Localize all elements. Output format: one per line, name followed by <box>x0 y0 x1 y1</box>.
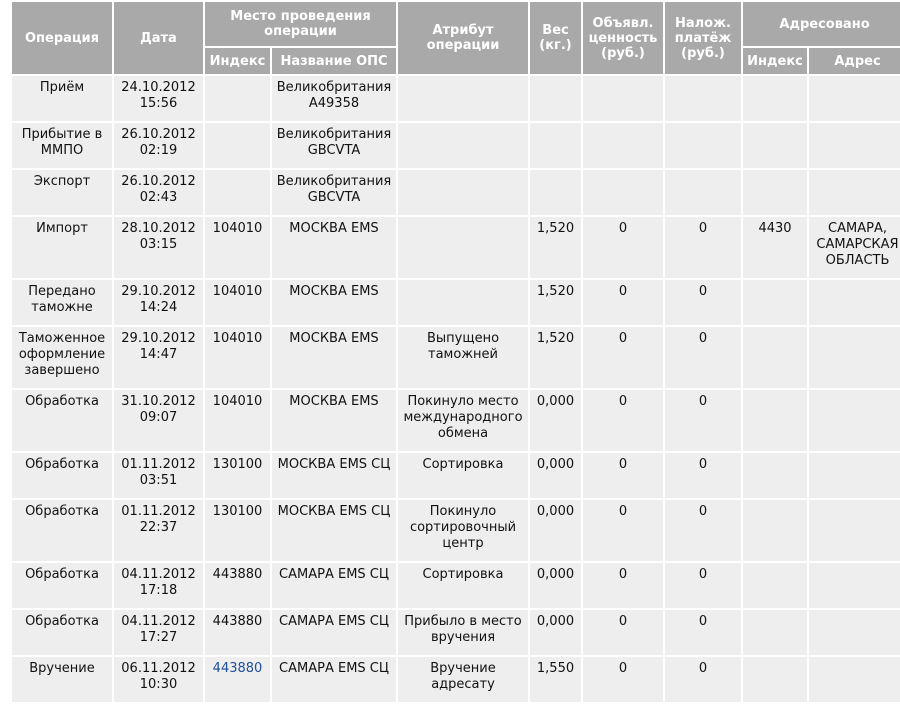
cell-weight: 0,000 <box>530 500 581 561</box>
cell-declared-value: 0 <box>583 390 663 451</box>
table-header <box>12 2 900 74</box>
cell-cod: 0 <box>665 280 741 325</box>
cell-addr-address <box>809 657 900 702</box>
cell-cod: 0 <box>665 657 741 702</box>
col-place: Место проведения операции <box>205 2 396 46</box>
cell-date: 28.10.2012 03:15 <box>114 217 203 278</box>
cell-cod: 0 <box>665 563 741 608</box>
cell-ops-name: МОСКВА EMS <box>272 327 396 388</box>
cell-declared-value <box>583 123 663 168</box>
cell-declared-value: 0 <box>583 610 663 655</box>
cell-attribute <box>398 217 528 278</box>
cell-ops-name: МОСКВА EMS СЦ <box>272 500 396 561</box>
cell-ops-name: МОСКВА EMS <box>272 390 396 451</box>
cell-cod: 0 <box>665 327 741 388</box>
cell-addr-address <box>809 280 900 325</box>
cell-addr-index: 4430 <box>743 217 807 278</box>
cell-cod: 0 <box>665 217 741 278</box>
cell-weight <box>530 170 581 215</box>
cell-addr-index <box>743 453 807 498</box>
cell-ops-name: САМАРА EMS СЦ <box>272 563 396 608</box>
cell-cod <box>665 76 741 121</box>
cell-ops-name: МОСКВА EMS <box>272 280 396 325</box>
table-row <box>12 170 900 215</box>
cell-date: 26.10.2012 02:19 <box>114 123 203 168</box>
cell-ops-name: САМАРА EMS СЦ <box>272 610 396 655</box>
table-body <box>12 76 900 702</box>
cell-cod <box>665 170 741 215</box>
cell-addr-index <box>743 76 807 121</box>
cell-attribute <box>398 280 528 325</box>
cell-attribute <box>398 170 528 215</box>
cell-operation: Экспорт <box>12 170 112 215</box>
table-row <box>12 610 900 655</box>
cell-date: 31.10.2012 09:07 <box>114 390 203 451</box>
cell-addr-address <box>809 453 900 498</box>
cell-addr-address <box>809 123 900 168</box>
cell-cod: 0 <box>665 453 741 498</box>
cell-declared-value: 0 <box>583 280 663 325</box>
cell-operation: Прибытие в ММПО <box>12 123 112 168</box>
cell-operation: Приём <box>12 76 112 121</box>
col-place-index: Индекс <box>205 48 270 74</box>
table-row <box>12 327 900 388</box>
col-declared-value: Объявл. ценность (руб.) <box>583 2 663 74</box>
cell-place-index <box>205 76 270 121</box>
cell-ops-name: Великобритания GBCVTA <box>272 170 396 215</box>
cell-date: 01.11.2012 03:51 <box>114 453 203 498</box>
cell-attribute: Сортировка <box>398 563 528 608</box>
cell-operation: Обработка <box>12 453 112 498</box>
cell-addr-address <box>809 390 900 451</box>
cell-weight: 0,000 <box>530 390 581 451</box>
cell-declared-value: 0 <box>583 563 663 608</box>
cell-attribute: Прибыло в место вручения <box>398 610 528 655</box>
cell-date: 29.10.2012 14:24 <box>114 280 203 325</box>
cell-cod: 0 <box>665 390 741 451</box>
col-date: Дата <box>114 2 203 74</box>
cell-place-index <box>205 657 270 702</box>
cell-addr-address <box>809 76 900 121</box>
cell-attribute: Вручение адресату <box>398 657 528 702</box>
col-attribute: Атрибут операции <box>398 2 528 74</box>
cell-addr-index <box>743 327 807 388</box>
cell-date: 24.10.2012 15:56 <box>114 76 203 121</box>
cell-place-index: 443880 <box>205 563 270 608</box>
tracking-table <box>10 0 900 704</box>
cell-declared-value <box>583 170 663 215</box>
cell-weight: 1,520 <box>530 217 581 278</box>
col-addressed: Адресовано <box>743 2 900 46</box>
cell-weight: 1,520 <box>530 327 581 388</box>
cell-weight: 0,000 <box>530 563 581 608</box>
cell-place-index: 104010 <box>205 327 270 388</box>
cell-date: 29.10.2012 14:47 <box>114 327 203 388</box>
col-weight: Вес (кг.) <box>530 2 581 74</box>
cell-declared-value: 0 <box>583 217 663 278</box>
cell-addr-index <box>743 280 807 325</box>
table-row <box>12 217 900 278</box>
cell-date: 04.11.2012 17:27 <box>114 610 203 655</box>
cell-addr-index <box>743 610 807 655</box>
cell-addr-address <box>809 500 900 561</box>
col-place-name: Название ОПС <box>272 48 396 74</box>
cell-attribute: Покинуло место международного обмена <box>398 390 528 451</box>
cell-ops-name: МОСКВА EMS СЦ <box>272 453 396 498</box>
cell-operation: Обработка <box>12 563 112 608</box>
cell-ops-name: Великобритания A49358 <box>272 76 396 121</box>
cell-addr-address <box>809 327 900 388</box>
cell-attribute <box>398 123 528 168</box>
cell-operation: Импорт <box>12 217 112 278</box>
cell-place-index: 104010 <box>205 280 270 325</box>
cell-date: 04.11.2012 17:18 <box>114 563 203 608</box>
col-addr-index: Индекс <box>743 48 807 74</box>
cell-date: 01.11.2012 22:37 <box>114 500 203 561</box>
cell-addr-index <box>743 123 807 168</box>
col-cod: Налож. платёж (руб.) <box>665 2 741 74</box>
cell-addr-index <box>743 390 807 451</box>
cell-addr-index <box>743 563 807 608</box>
cell-declared-value <box>583 76 663 121</box>
cell-weight: 0,000 <box>530 610 581 655</box>
cell-date: 26.10.2012 02:43 <box>114 170 203 215</box>
cell-place-index: 130100 <box>205 453 270 498</box>
cell-addr-address <box>809 563 900 608</box>
col-operation: Операция <box>12 2 112 74</box>
table-row <box>12 500 900 561</box>
cell-attribute: Сортировка <box>398 453 528 498</box>
cell-place-index: 443880 <box>205 610 270 655</box>
cell-operation: Вручение <box>12 657 112 702</box>
col-addr-address: Адрес <box>809 48 900 74</box>
cell-weight: 1,550 <box>530 657 581 702</box>
table-row <box>12 390 900 451</box>
table-row <box>12 453 900 498</box>
cell-ops-name: Великобритания GBCVTA <box>272 123 396 168</box>
table-row <box>12 76 900 121</box>
cell-weight: 1,520 <box>530 280 581 325</box>
cell-cod: 0 <box>665 500 741 561</box>
cell-place-index <box>205 170 270 215</box>
cell-weight: 0,000 <box>530 453 581 498</box>
cell-declared-value: 0 <box>583 500 663 561</box>
cell-place-index: 104010 <box>205 217 270 278</box>
cell-place-index: 104010 <box>205 390 270 451</box>
table-row <box>12 563 900 608</box>
cell-operation: Передано таможне <box>12 280 112 325</box>
table-row <box>12 280 900 325</box>
cell-addr-address: САМАРА, САМАРСКАЯ ОБЛАСТЬ <box>809 217 900 278</box>
cell-attribute: Выпущено таможней <box>398 327 528 388</box>
cell-weight <box>530 76 581 121</box>
cell-attribute <box>398 76 528 121</box>
table-row <box>12 123 900 168</box>
cell-date: 06.11.2012 10:30 <box>114 657 203 702</box>
cell-attribute: Покинуло сортировочный центр <box>398 500 528 561</box>
cell-place-index: 130100 <box>205 500 270 561</box>
cell-weight <box>530 123 581 168</box>
cell-operation: Обработка <box>12 610 112 655</box>
cell-addr-index <box>743 500 807 561</box>
cell-declared-value: 0 <box>583 657 663 702</box>
cell-ops-name: САМАРА EMS СЦ <box>272 657 396 702</box>
cell-declared-value: 0 <box>583 453 663 498</box>
cell-declared-value: 0 <box>583 327 663 388</box>
cell-operation: Обработка <box>12 500 112 561</box>
cell-place-index <box>205 123 270 168</box>
cell-ops-name: МОСКВА EMS <box>272 217 396 278</box>
cell-cod <box>665 123 741 168</box>
cell-cod: 0 <box>665 610 741 655</box>
table-row <box>12 657 900 702</box>
cell-addr-address <box>809 610 900 655</box>
cell-addr-index <box>743 170 807 215</box>
cell-addr-address <box>809 170 900 215</box>
cell-operation: Обработка <box>12 390 112 451</box>
cell-operation: Таможенное оформление завершено <box>12 327 112 388</box>
cell-addr-index <box>743 657 807 702</box>
place-index-link[interactable]: 443880 <box>212 661 263 676</box>
